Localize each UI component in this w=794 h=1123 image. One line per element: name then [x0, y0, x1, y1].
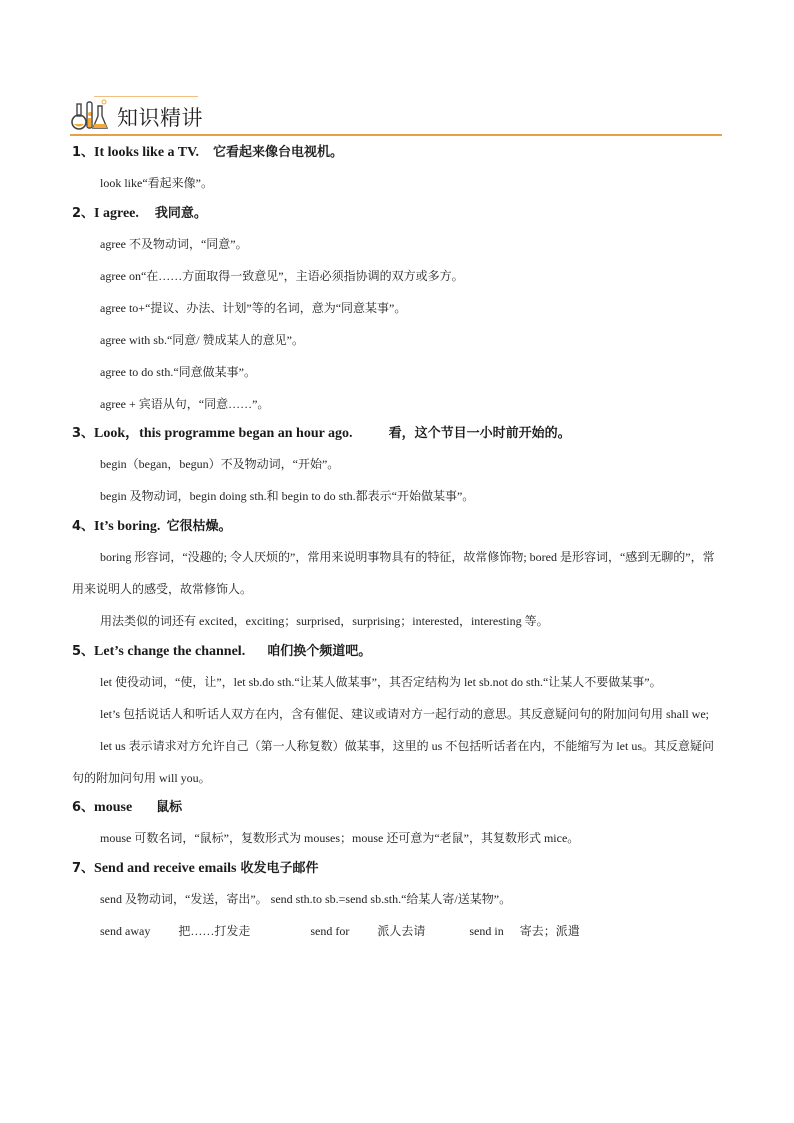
item-number: 4、	[72, 519, 95, 534]
item-english: It looks like a TV.	[94, 145, 199, 160]
note-line: agree to do sth.“同意做某事”。	[100, 365, 256, 379]
note-line: agree on“在……方面取得一致意见”，主语必须指协调的双方或多方。	[100, 269, 464, 283]
phrase-en: send in	[469, 924, 504, 938]
section-header	[70, 96, 722, 136]
note-line: let us 表示请求对方允许自己（第一人称复数）做某事，这里的 us 不包括听话者在内，不能缩写为 let us。其反意疑问句的附加问句用 will you。	[72, 739, 715, 785]
header-rule	[70, 134, 722, 136]
note-line: agree to+“提议、办法、计划”等的名词，意为“同意某事”。	[100, 301, 407, 315]
note-line: look like“看起来像”。	[100, 176, 213, 190]
item-english: I agree.	[94, 206, 139, 221]
note-line: let 使役动词，“使，让”，let sb.do sth.“让某人做某事”，其否定结构为 let sb.not do sth.“让某人不要做某事”。	[100, 675, 662, 689]
item-title	[72, 517, 724, 537]
item-number: 3、	[72, 426, 95, 441]
note-line: agree + 宾语从句，“同意……”。	[100, 397, 270, 411]
item-chinese: 鼠标	[156, 800, 183, 815]
phrase-cn: 把……打发走	[178, 924, 251, 938]
note-item-6	[72, 798, 724, 846]
note-line: agree 不及物动词，“同意”。	[100, 237, 248, 251]
notes-list	[72, 143, 724, 939]
note-item-3	[72, 424, 724, 504]
item-number: 6、	[72, 800, 95, 815]
note-line: mouse 可数名词，“鼠标”，复数形式为 mouses；mouse 还可意为“老鼠”，其复数形式 mice。	[100, 831, 580, 845]
item-english: mouse	[94, 800, 133, 815]
item-number: 5、	[72, 644, 95, 659]
note-item-5	[72, 642, 724, 794]
item-title	[72, 143, 724, 163]
item-chinese: 收发电子邮件	[240, 861, 319, 876]
item-title	[72, 859, 724, 879]
item-number: 1、	[72, 145, 95, 160]
item-chinese: 看，这个节目一小时前开始的。	[388, 426, 571, 441]
note-line: send 及物动词，“发送，寄出”。 send sth.to sb.=send sb.sth.“给某人寄/送某物”。	[100, 892, 512, 906]
note-line: boring 形容词，“没趣的; 令人厌烦的”，常用来说明事物具有的特征，故常修饰物; bored 是形容词，“感到无聊的”，常用来说明人的感受，故常修饰人。	[72, 550, 715, 596]
note-item-4	[72, 517, 724, 629]
phrase-row	[72, 923, 724, 939]
note-line: begin 及物动词，begin doing sth.和 begin to do sth.都表示“开始做某事”。	[100, 489, 475, 503]
note-item-7	[72, 859, 724, 939]
item-chinese: 咱们换个频道吧。	[267, 644, 372, 659]
phrase-cn: 寄去；派遣	[519, 924, 580, 938]
item-chinese: 它看起来像台电视机。	[212, 145, 343, 160]
item-title	[72, 642, 724, 662]
phrase-en: send away	[100, 924, 151, 938]
note-line: begin（began，begun）不及物动词，“开始”。	[100, 457, 340, 471]
item-chinese: 我同意。	[154, 206, 207, 221]
item-title	[72, 204, 724, 224]
note-line: let’s 包括说话人和听话人双方在内，含有催促、建议或请对方一起行动的意思。其反意疑问句的附加问句用 shall we;	[100, 707, 709, 721]
item-english: Look，this programme began an hour ago.	[94, 426, 353, 441]
item-english: Send and receive emails	[94, 861, 237, 876]
item-title	[72, 424, 724, 444]
note-line: agree with sb.“同意/ 赞成某人的意见”。	[100, 333, 304, 347]
item-english: It’s boring.	[94, 519, 161, 534]
note-line: 用法类似的词还有 excited，exciting；surprised，surprising；interested，interesting 等。	[100, 614, 549, 628]
item-chinese: 它很枯燥。	[166, 519, 232, 534]
section-title: 知识精讲	[117, 106, 203, 130]
item-english: Let’s change the channel.	[94, 644, 246, 659]
note-item-1	[72, 143, 724, 191]
item-number: 2、	[72, 206, 95, 221]
lab-flask-icon	[70, 96, 114, 134]
note-item-2	[72, 204, 724, 412]
item-title	[72, 798, 724, 818]
item-number: 7、	[72, 861, 95, 876]
phrase-cn: 派人去请	[377, 924, 426, 938]
phrase-en: send for	[310, 924, 350, 938]
